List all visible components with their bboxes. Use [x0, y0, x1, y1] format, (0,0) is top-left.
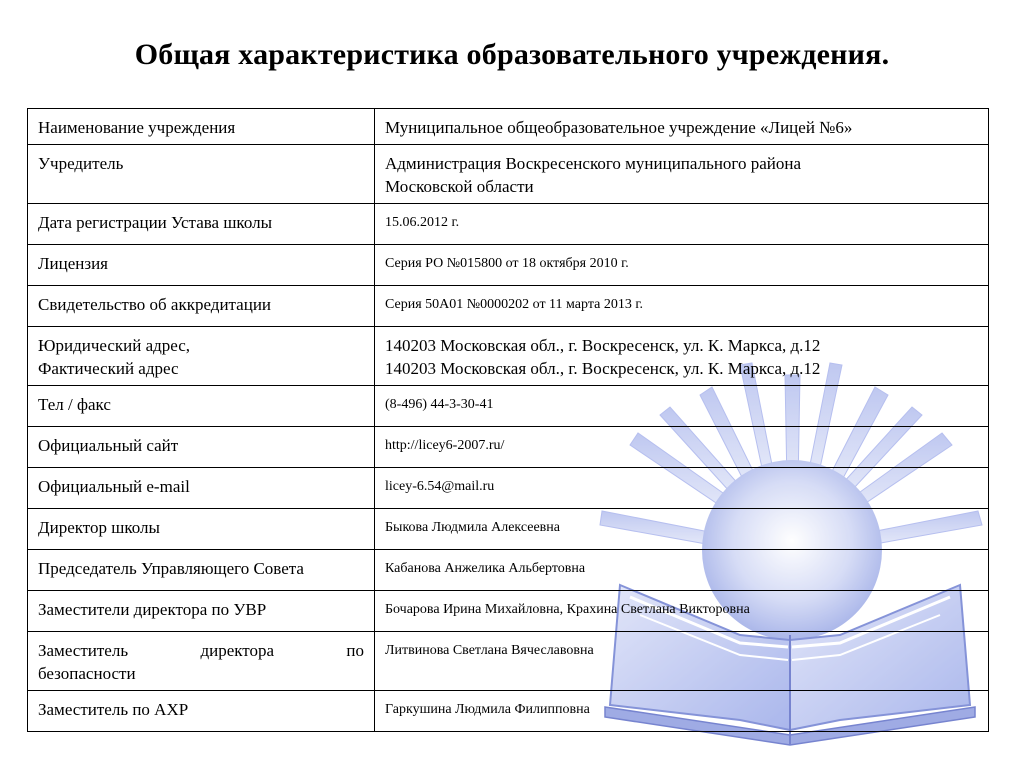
row-value-line: 140203 Московская обл., г. Воскресенск, ул. К. Маркса, д.12	[385, 359, 821, 378]
row-label	[28, 632, 375, 691]
table-row	[28, 691, 989, 732]
row-value	[375, 327, 989, 386]
table-row	[28, 204, 989, 245]
row-label: Лицензия	[28, 245, 375, 286]
table-row	[28, 550, 989, 591]
row-label: Учредитель	[28, 145, 375, 204]
table-row	[28, 286, 989, 327]
row-value-line: Администрация Воскресенского муниципального района	[385, 154, 802, 173]
table-row	[28, 591, 989, 632]
row-label-line: Заместитель директора по	[38, 641, 364, 660]
row-label: Председатель Управляющего Совета	[28, 550, 375, 591]
row-label: Свидетельство об аккредитации	[28, 286, 375, 327]
row-label: Заместители директора по УВР	[28, 591, 375, 632]
table-row	[28, 245, 989, 286]
row-value: 15.06.2012 г.	[375, 204, 989, 245]
row-value-line: Московской области	[385, 177, 534, 196]
row-label-line: Фактический адрес	[38, 359, 179, 378]
table-row	[28, 509, 989, 550]
table-row	[28, 386, 989, 427]
row-value: Литвинова Светлана Вячеславовна	[375, 632, 989, 691]
table-row	[28, 109, 989, 145]
row-label-line: безопасности	[38, 664, 136, 683]
row-value: Серия РО №015800 от 18 октября 2010 г.	[375, 245, 989, 286]
row-value: Муниципальное общеобразовательное учреждение «Лицей №6»	[375, 109, 989, 145]
row-label: Официальный сайт	[28, 427, 375, 468]
table-row	[28, 427, 989, 468]
row-value: Серия 50А01 №0000202 от 11 марта 2013 г.	[375, 286, 989, 327]
row-value: (8-496) 44-3-30-41	[375, 386, 989, 427]
row-value: http://licey6-2007.ru/	[375, 427, 989, 468]
row-label: Заместитель по АХР	[28, 691, 375, 732]
row-value: Бочарова Ирина Михайловна, Крахина Светлана Викторовна	[375, 591, 989, 632]
row-label: Наименование учреждения	[28, 109, 375, 145]
table-row	[28, 632, 989, 691]
row-value-line: 140203 Московская обл., г. Воскресенск, ул. К. Маркса, д.12	[385, 336, 821, 355]
row-label-line: Юридический адрес,	[38, 336, 191, 355]
table-row	[28, 468, 989, 509]
table-row	[28, 145, 989, 204]
row-value: Быкова Людмила Алексеевна	[375, 509, 989, 550]
row-label: Директор школы	[28, 509, 375, 550]
row-value: licey-6.54@mail.ru	[375, 468, 989, 509]
row-label: Официальный e-mail	[28, 468, 375, 509]
row-value	[375, 145, 989, 204]
row-label	[28, 327, 375, 386]
table-row	[28, 327, 989, 386]
row-label: Тел / факс	[28, 386, 375, 427]
row-label: Дата регистрации Устава школы	[28, 204, 375, 245]
row-value: Гаркушина Людмила Филипповна	[375, 691, 989, 732]
institution-info-table	[27, 108, 989, 732]
row-value: Кабанова Анжелика Альбертовна	[375, 550, 989, 591]
page-title: Общая характеристика образовательного учреждения.	[134, 38, 890, 71]
